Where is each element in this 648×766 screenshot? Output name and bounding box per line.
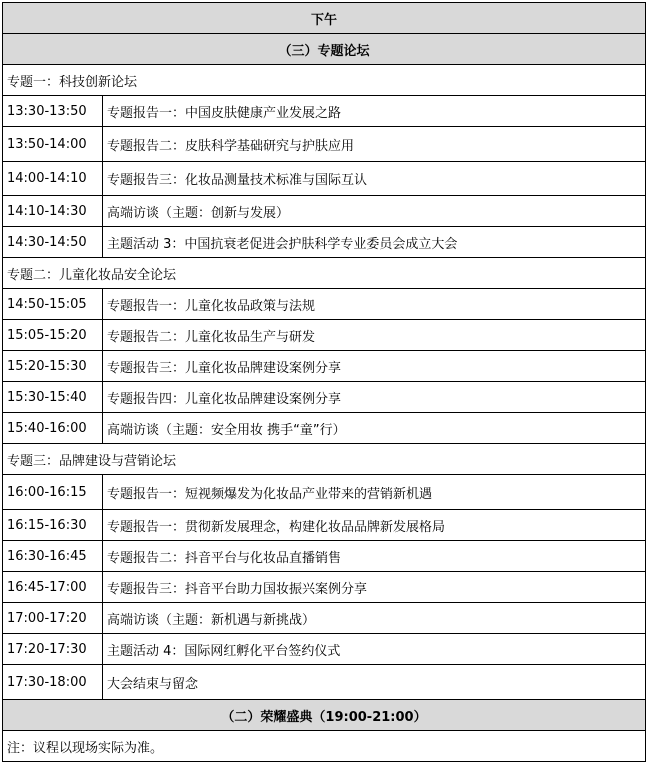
session-row xyxy=(3,96,646,127)
session-item: 高端访谈（主题：新机遇与新挑战） xyxy=(103,603,646,634)
session-time: 17:30-18:00 xyxy=(3,665,103,700)
afternoon-title: 下午 xyxy=(3,3,646,34)
topic-row xyxy=(3,444,646,475)
session-row xyxy=(3,541,646,572)
session-time: 14:00-14:10 xyxy=(3,162,103,196)
topic-title: 专题二：儿童化妆品安全论坛 xyxy=(3,258,646,289)
session-time: 13:30-13:50 xyxy=(3,96,103,127)
session-time: 17:20-17:30 xyxy=(3,634,103,665)
session-time: 16:45-17:00 xyxy=(3,572,103,603)
gala-section-title: （二）荣耀盛典（19:00-21:00） xyxy=(3,700,646,731)
topic-title: 专题三：品牌建设与营销论坛 xyxy=(3,444,646,475)
session-time: 15:30-15:40 xyxy=(3,382,103,413)
gala-section-row xyxy=(3,700,646,731)
session-time: 16:15-16:30 xyxy=(3,510,103,541)
session-time: 14:30-14:50 xyxy=(3,227,103,258)
session-time: 15:20-15:30 xyxy=(3,351,103,382)
session-item: 高端访谈（主题：创新与发展） xyxy=(103,196,646,227)
session-item: 主题活动 3：中国抗衰老促进会护肤科学专业委员会成立大会 xyxy=(103,227,646,258)
session-row xyxy=(3,413,646,444)
session-item: 专题报告二：皮肤科学基础研究与护肤应用 xyxy=(103,127,646,162)
session-item: 专题报告二：儿童化妆品生产与研发 xyxy=(103,320,646,351)
session-row xyxy=(3,510,646,541)
session-row xyxy=(3,289,646,320)
session-row xyxy=(3,227,646,258)
session-time: 14:10-14:30 xyxy=(3,196,103,227)
forum-section-row xyxy=(3,34,646,65)
session-item: 专题报告三：儿童化妆品牌建设案例分享 xyxy=(103,351,646,382)
session-time: 14:50-15:05 xyxy=(3,289,103,320)
session-row xyxy=(3,603,646,634)
session-row xyxy=(3,196,646,227)
note-row xyxy=(3,731,646,762)
session-item: 专题报告一：儿童化妆品政策与法规 xyxy=(103,289,646,320)
session-item: 专题报告一：中国皮肤健康产业发展之路 xyxy=(103,96,646,127)
session-item: 大会结束与留念 xyxy=(103,665,646,700)
session-row xyxy=(3,475,646,510)
forum-section-title: （三）专题论坛 xyxy=(3,34,646,65)
session-row xyxy=(3,572,646,603)
session-item: 专题报告四：儿童化妆品牌建设案例分享 xyxy=(103,382,646,413)
session-time: 15:40-16:00 xyxy=(3,413,103,444)
session-row xyxy=(3,665,646,700)
session-time: 16:30-16:45 xyxy=(3,541,103,572)
afternoon-header-row xyxy=(3,3,646,34)
session-item: 专题报告一：贯彻新发展理念，构建化妆品品牌新发展格局 xyxy=(103,510,646,541)
topic-row xyxy=(3,65,646,96)
session-item: 专题报告一：短视频爆发为化妆品产业带来的营销新机遇 xyxy=(103,475,646,510)
session-time: 17:00-17:20 xyxy=(3,603,103,634)
session-item: 专题报告三：化妆品测量技术标准与国际互认 xyxy=(103,162,646,196)
session-row xyxy=(3,127,646,162)
topic-row xyxy=(3,258,646,289)
session-item: 主题活动 4：国际网红孵化平台签约仪式 xyxy=(103,634,646,665)
session-time: 13:50-14:00 xyxy=(3,127,103,162)
session-time: 16:00-16:15 xyxy=(3,475,103,510)
session-item: 专题报告三：抖音平台助力国妆振兴案例分享 xyxy=(103,572,646,603)
session-row xyxy=(3,162,646,196)
session-row xyxy=(3,382,646,413)
topic-title: 专题一：科技创新论坛 xyxy=(3,65,646,96)
session-row xyxy=(3,351,646,382)
session-item: 专题报告二：抖音平台与化妆品直播销售 xyxy=(103,541,646,572)
session-row xyxy=(3,320,646,351)
agenda-table xyxy=(2,2,646,762)
session-row xyxy=(3,634,646,665)
session-item: 高端访谈（主题：安全用妆 携手“童”行） xyxy=(103,413,646,444)
session-time: 15:05-15:20 xyxy=(3,320,103,351)
agenda-note: 注：议程以现场实际为准。 xyxy=(3,731,646,762)
